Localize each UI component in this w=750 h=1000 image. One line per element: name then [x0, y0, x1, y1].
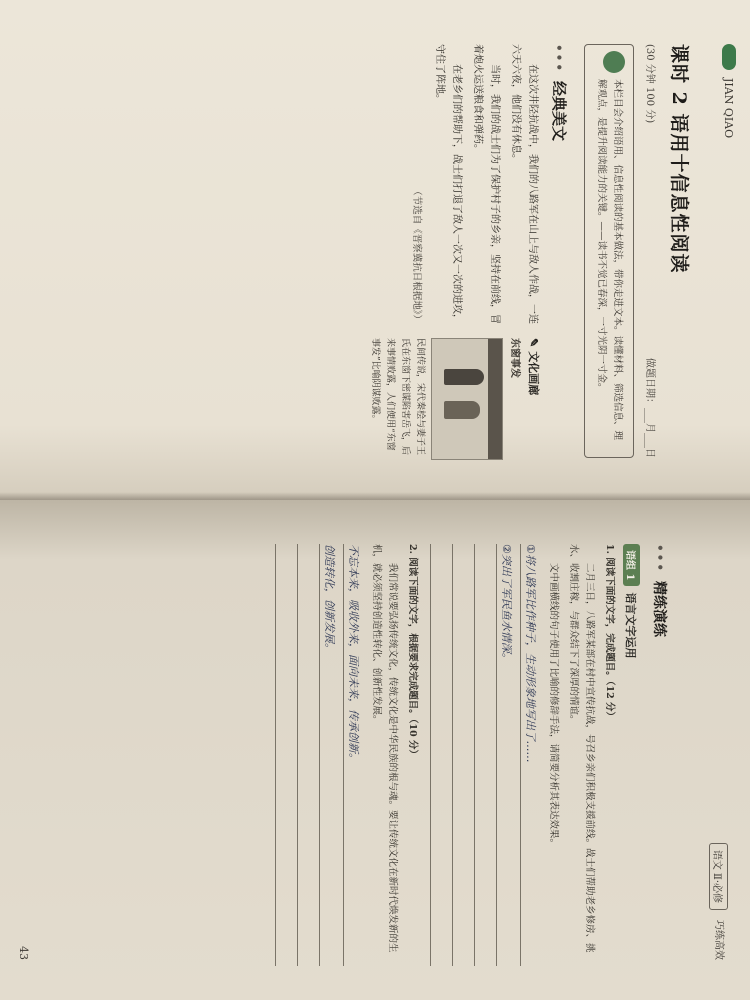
answer-line[interactable] [275, 544, 294, 966]
sidebar-illustration [431, 338, 503, 460]
answer-line[interactable] [343, 544, 364, 966]
intro-box [584, 44, 634, 458]
section-title: 经典美文 [550, 81, 568, 142]
group-label: 语组 1 [623, 544, 640, 586]
handwritten-answer: ②突出了军民鱼水情深。 [500, 544, 513, 664]
practice-section-title: 精练演练 [651, 581, 667, 638]
article-source: （节选自《晋察冀抗日根据地》） [411, 186, 422, 324]
question-1-passage: 二月三日，八路军某部在村中宣传抗战，号召乡亲们积极支援前线。战士们帮助老乡修房、挑水、收割庄稼，与群众结下了深厚的情谊。 [568, 544, 595, 953]
lesson-title: 课时 2 语用十信息性阅读 [668, 44, 690, 274]
answer-line[interactable] [430, 544, 449, 966]
answer-line[interactable] [474, 544, 493, 966]
article-body [367, 44, 541, 324]
answer-line[interactable] [297, 544, 316, 966]
culture-sidebar [367, 338, 541, 458]
handwritten-answer: 创造转化，创新发展。 [323, 544, 336, 654]
section-heading [549, 44, 570, 458]
handwritten-answer: ①将八路军比作种子，生动形象地写出了…… [524, 544, 537, 763]
page-number: 43 [17, 946, 30, 960]
header-tag: 语文 Ⅱ·必修 [709, 843, 728, 910]
handwritten-answer: 不忘本来，吸收外来，面向未来，传承创新。 [347, 544, 360, 764]
practice-section-heading [650, 544, 670, 966]
group-title: 语言文字运用 [624, 592, 638, 659]
right-header [709, 843, 728, 960]
dots-decoration-icon: ••• [653, 544, 667, 574]
lesson-meta [644, 44, 659, 458]
question-1-prompt: 文中画横线的句子使用了比喻的修辞手法，请简要分析其表达效果。 [548, 563, 559, 849]
running-head-text: JIAN QIAO [722, 78, 736, 139]
intro-text: 本栏目会介绍语用、信息性阅读的基本做法，带你走进文本。读懂材料、筛选信息、理解观点，是提升阅读能力的关键。——读书不觉已春深，一寸光阴一寸金。 [596, 79, 623, 441]
article-columns [367, 44, 541, 458]
sidebar-title-text: 文化画廊 [527, 351, 540, 396]
article-paragraph: 当时，我们的战士们为了保护村子的乡亲，坚持在前线，冒着炮火运送粮食和弹药。 [472, 44, 500, 324]
blank-answer-lines [430, 544, 493, 966]
right-page [0, 500, 750, 1000]
article-paragraph: 在这次井陉抗战中，我们的八路军在山上与敌人作战，一连六天六夜，他们没有休息。 [510, 44, 538, 324]
time-label: (30 分钟 100 分) [644, 44, 655, 124]
blank-answer-lines [275, 544, 316, 966]
sidebar-text: 民间传说，宋代秦桧与妻子王氏在东窗下密谋陷害岳飞，后来事情败露，人们便用“东窗事发”比喻阴谋败露。 [370, 338, 425, 456]
date-label: 做题日期：___月___日 [644, 358, 655, 458]
publisher-logo-icon [722, 44, 736, 70]
question-1-title: 1. 阅读下面的文字，完成题目。（12 分） [604, 544, 615, 722]
dots-decoration-icon: ••• [552, 44, 567, 74]
brush-icon: ✎ [527, 338, 540, 348]
header-right-text: 巧练高效 [713, 920, 724, 960]
sidebar-title [526, 338, 541, 458]
answer-line[interactable] [452, 544, 471, 966]
group-heading [623, 544, 640, 966]
question-2-title: 2. 阅读下面的文字，根据要求完成题目。（10 分） [407, 544, 418, 760]
question-2-passage: 我们常说要弘扬传统文化，传统文化是中华民族的根与魂。要让传统文化在新时代焕发新的生机，就必须坚持创造性转化、创新性发展。 [371, 544, 398, 953]
answer-line[interactable] [520, 544, 541, 966]
running-head [722, 44, 736, 138]
article-paragraph: 在老乡们的帮助下，战士们打退了敌人一次又一次的进攻，守住了阵地。 [434, 44, 462, 324]
answer-line[interactable] [496, 544, 517, 966]
sidebar-subtitle: 东窗事发 [509, 338, 520, 378]
answer-line[interactable] [319, 544, 340, 966]
intro-badge-icon [603, 51, 625, 73]
